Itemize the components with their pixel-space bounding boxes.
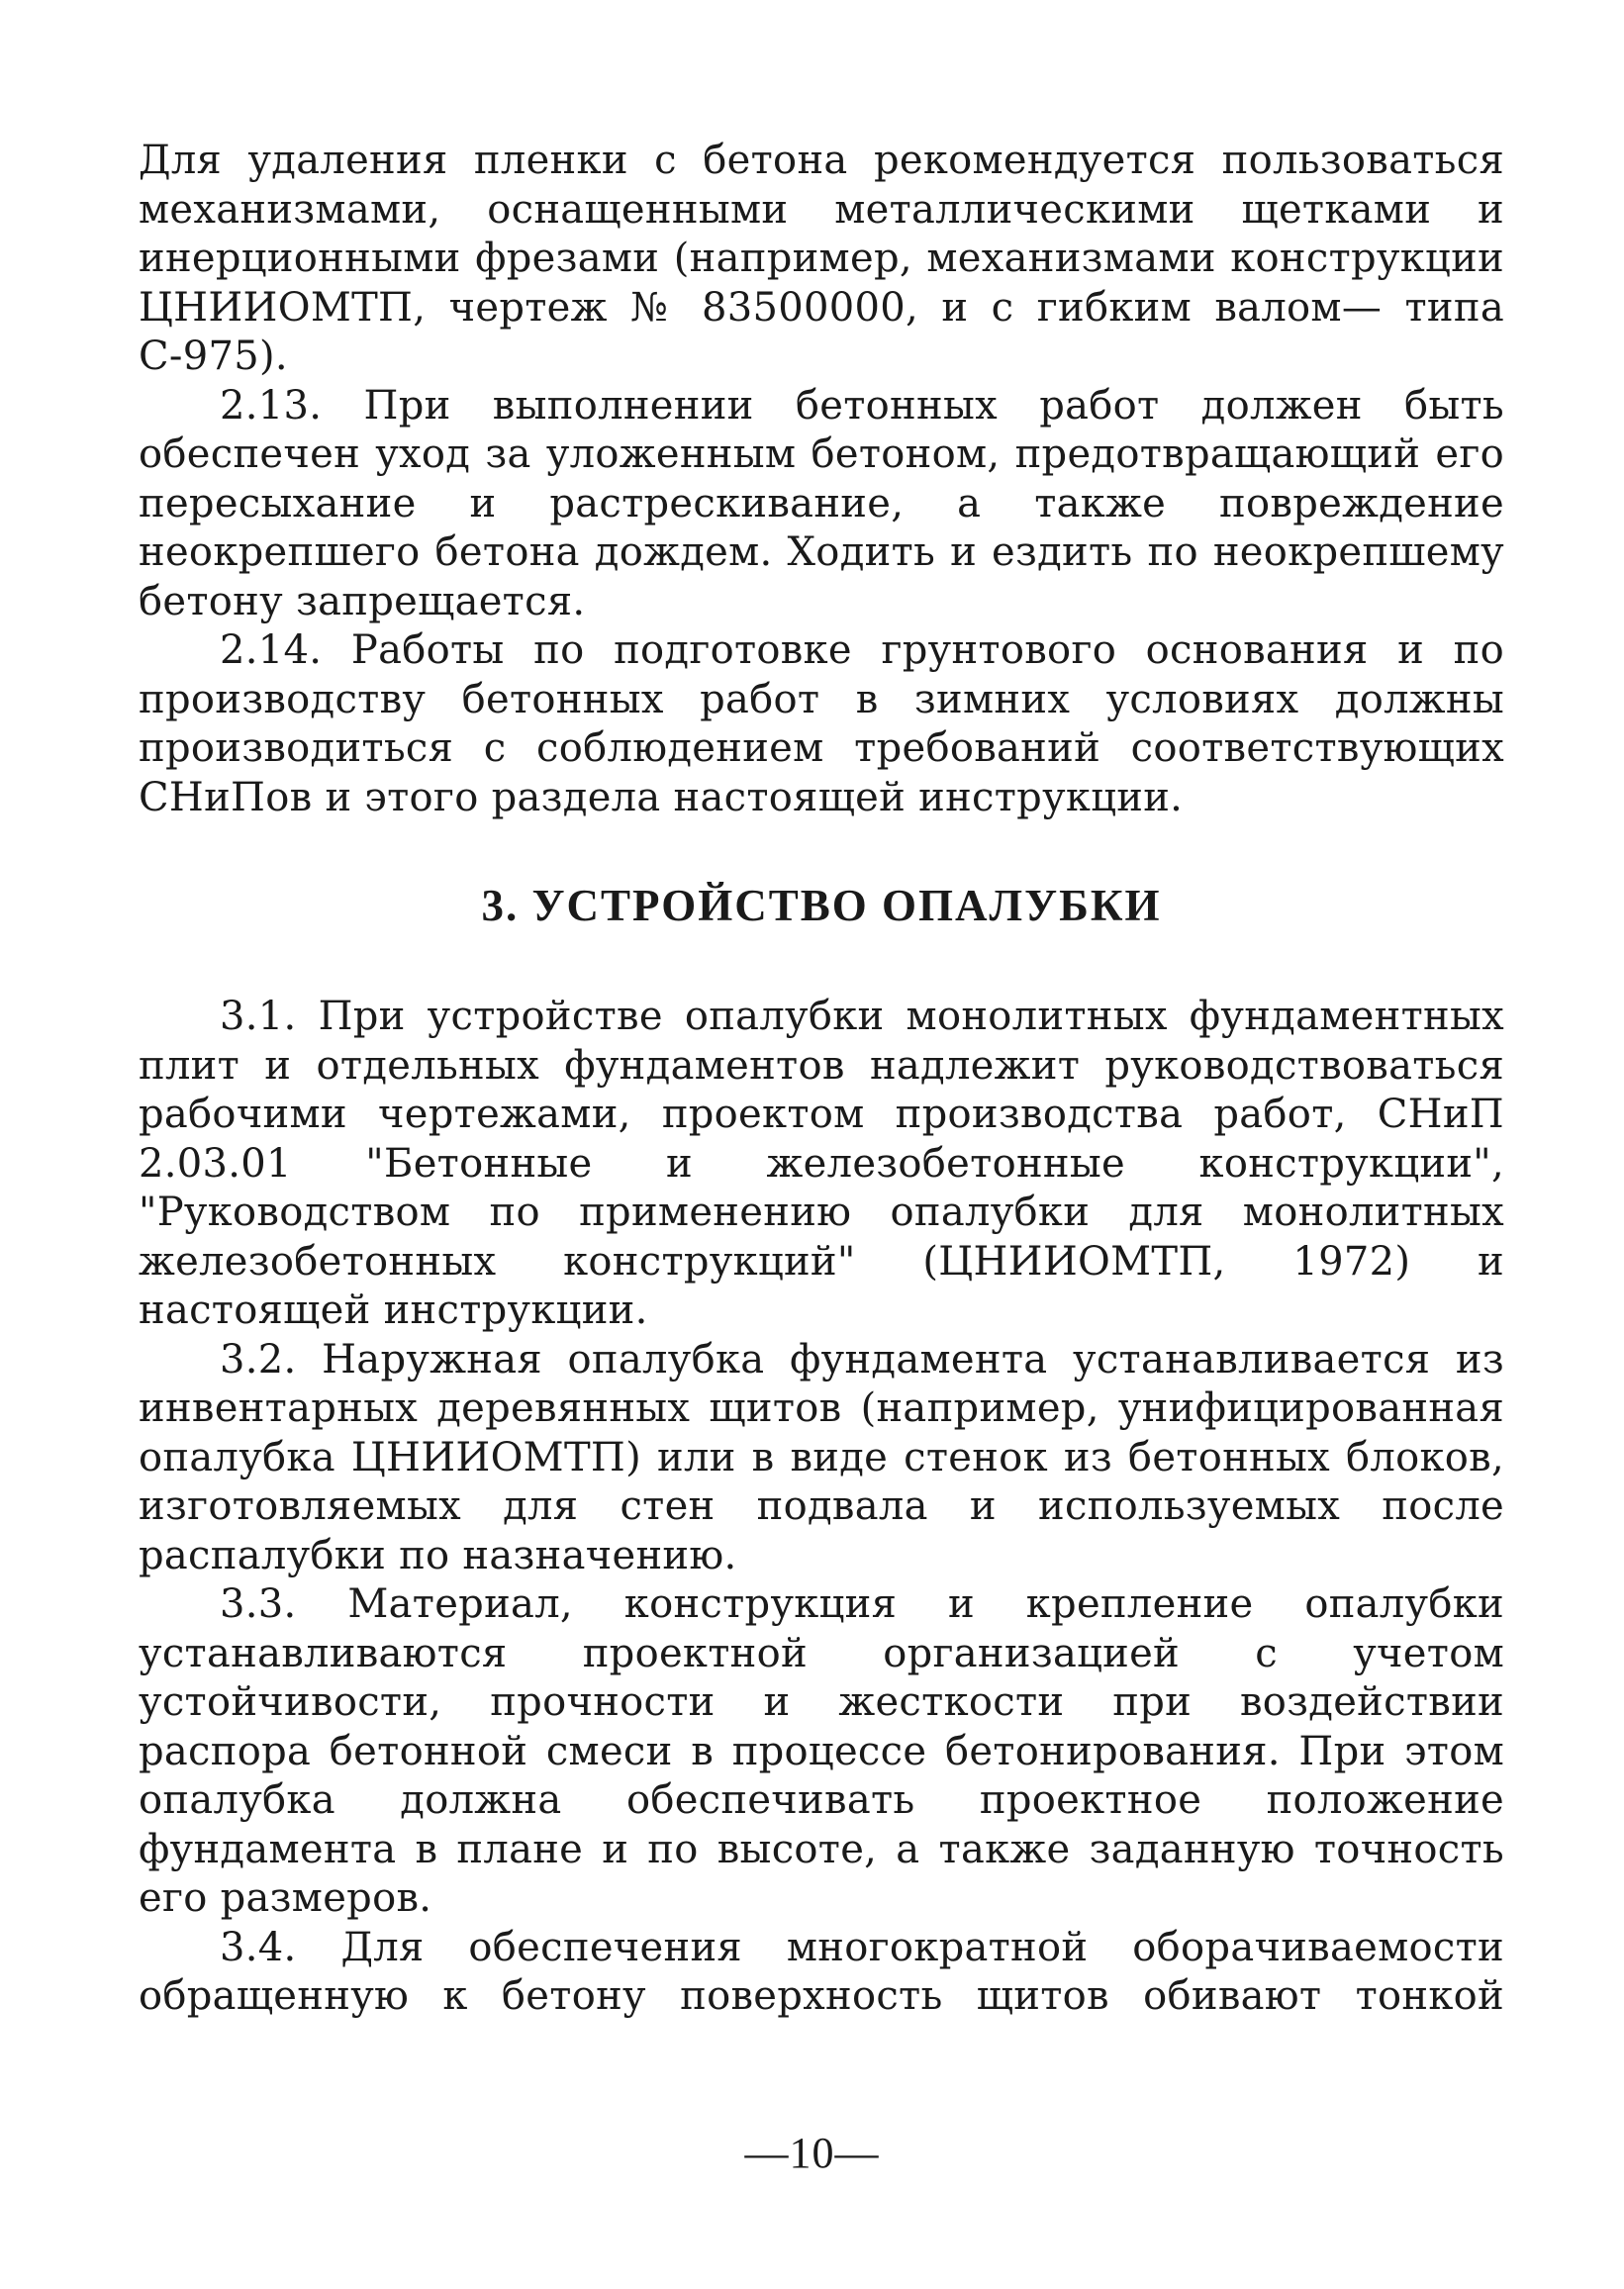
section-3-title: 3. УСТРОЙСТВО ОПАЛУБКИ [481, 881, 1162, 930]
paragraph-2-14: 2.14. Работы по подготовке грунтового основания и по производству бетонных работ в зимних условиях должны производиться с соблюдением требований соответствующих СНиПов и этого раздела настоящей инструкции. [139, 627, 1504, 820]
paragraph-3-1: 3.1. При устройстве опалубки монолитных фундаментных плит и отдельных фундаментов надлежит руководствоваться рабочими чертежами, проектом производства работ, СНиП 2.03.01 "Бетонные и железобетонные конструкции", "Руководством по применению опалубки для монолитных железобетонных конструкций" (ЦНИИОМТП, 1972) и настоящей инструкции. [139, 994, 1504, 1333]
page-number: —10— [744, 2129, 880, 2177]
paragraph-3-2: 3.2. Наружная опалубка фундамента устанавливается из инвентарных деревянных щитов (например, унифицированная опалубка ЦНИИОМТП) или в виде стенок из бетонных блоков, изготовляемых для стен подвала и используемых после распалубки по назначению. [139, 1336, 1504, 1578]
section-2-continuation [139, 137, 1504, 822]
document-page [139, 137, 1504, 2185]
paragraph-3-3: 3.3. Материал, конструкция и крепление опалубки устанавливаются проектной организацией с учетом устойчивости, прочности и жесткости при воздействии распора бетонной смеси в процессе бетонирования. При этом опалубка должна обеспечивать проектное положение фундамента в плане и по высоте, а также заданную точность его размеров. [139, 1581, 1504, 1921]
paragraph-film-removal: Для удаления пленки с бетона рекомендуется пользоваться механизмами, оснащенными металлическими щетками и инерционными фрезами (например, механизмами конструкции ЦНИИОМТП, чертеж № 83500000, и с гибким валом— типа С-975). [139, 138, 1504, 379]
section-3-body [139, 993, 1504, 2022]
paragraph-3-4: 3.4. Для обеспечения многократной оборачиваемости обращенную к бетону поверхность щитов обивают тонкой [139, 1924, 1504, 2019]
paragraph-2-13: 2.13. При выполнении бетонных работ должен быть обеспечен уход за уложенным бетоном, предотвращающий его пересыхание и растрескивание, а также повреждение неокрепшего бетона дождем. Ходить и ездить по неокрепшему бетону запрещается. [139, 382, 1504, 624]
